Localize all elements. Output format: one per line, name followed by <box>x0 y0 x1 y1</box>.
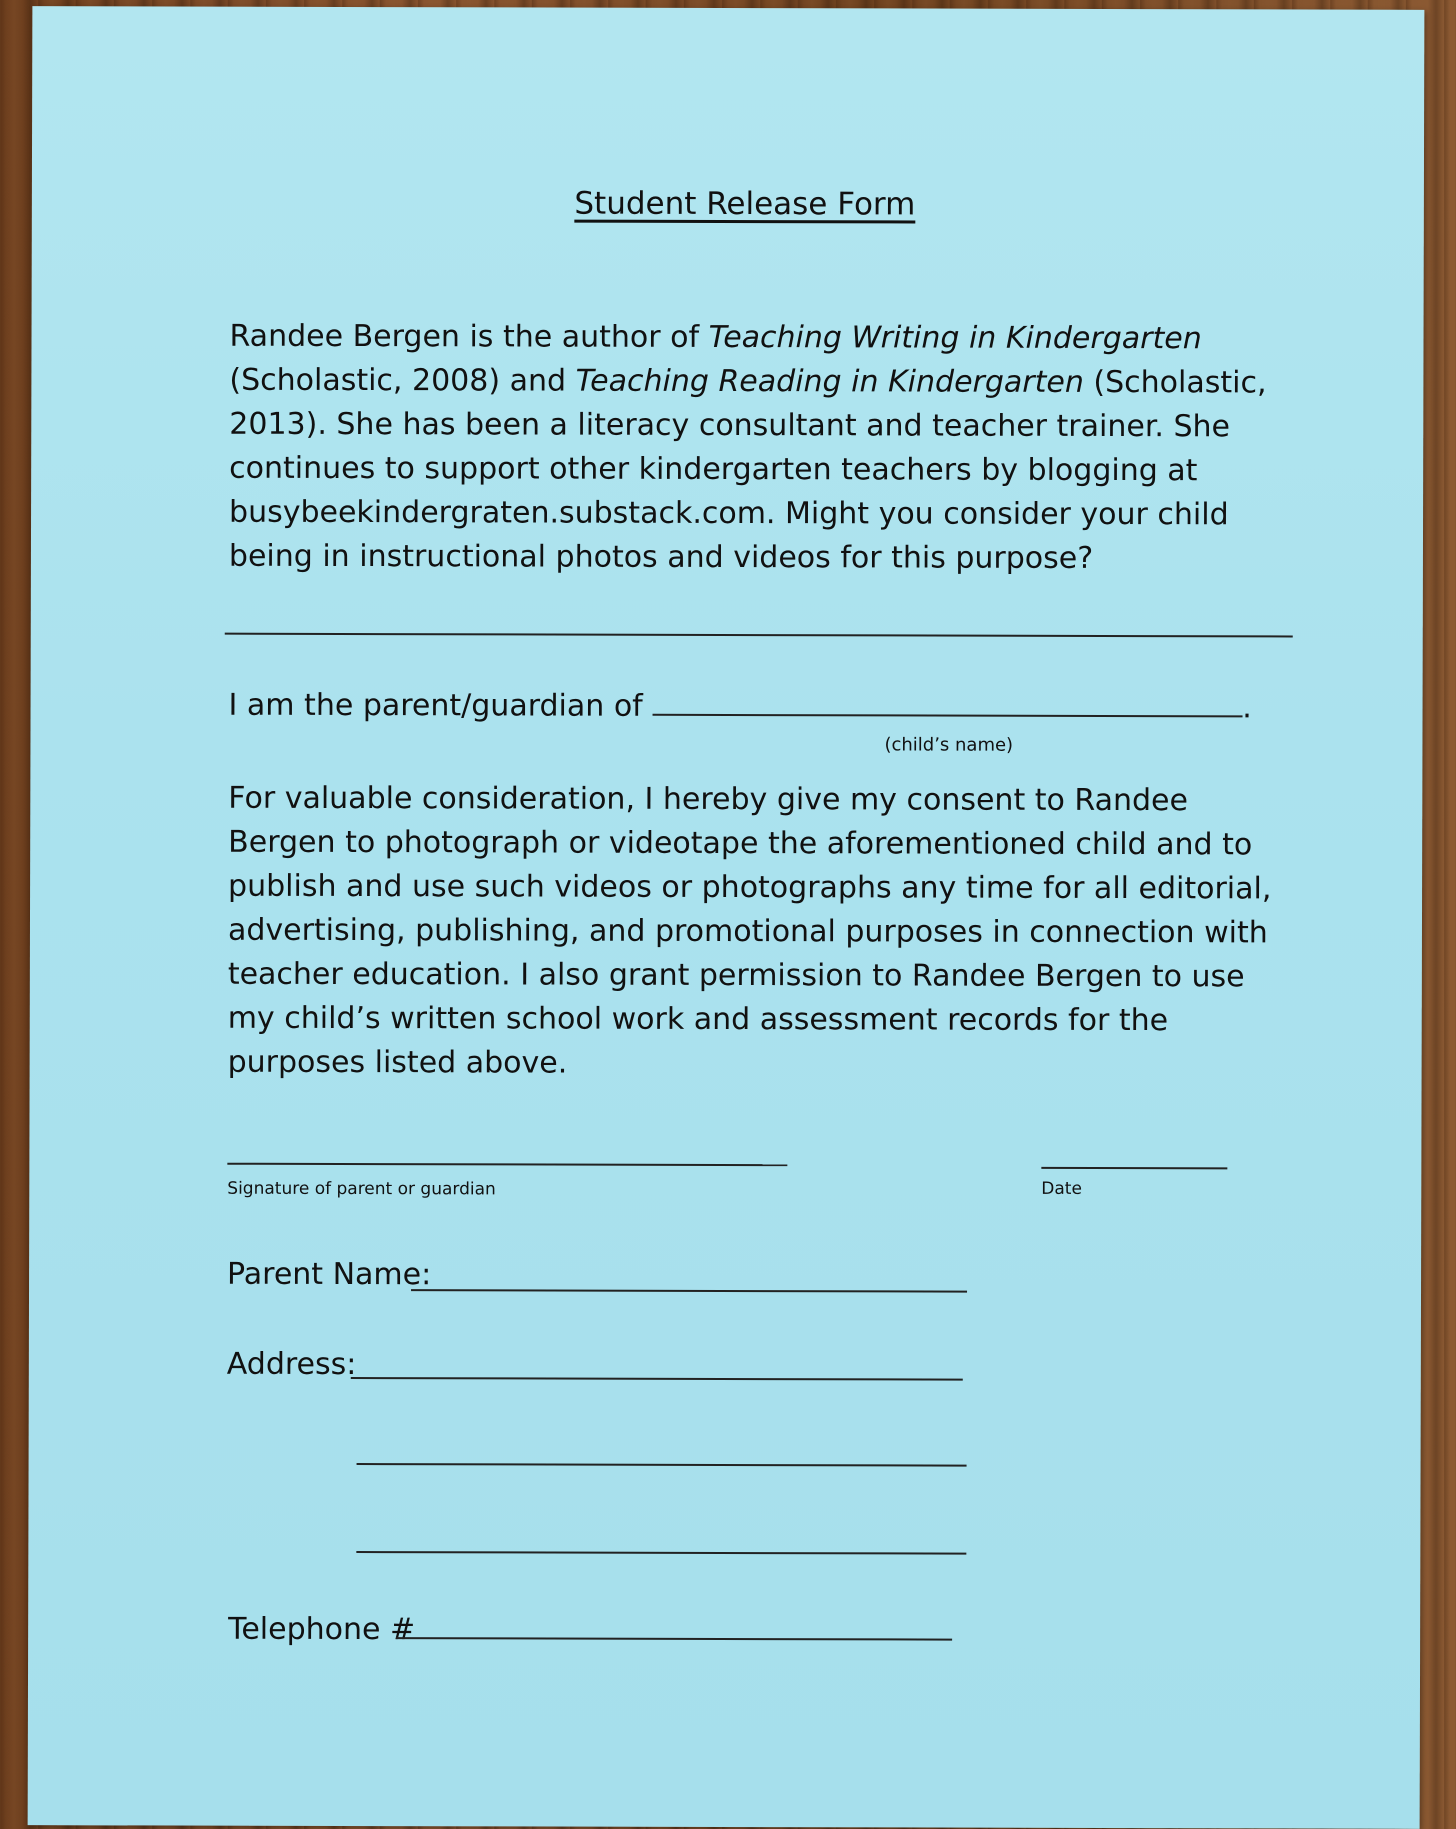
guardian-label: I am the parent/guardian of <box>228 687 643 724</box>
address-field-line-3[interactable] <box>356 1551 966 1555</box>
child-name-field[interactable] <box>652 686 1242 718</box>
book-title-writing: Teaching Writing in Kindergarten <box>708 319 1202 357</box>
signature-label: Signature of parent or guardian <box>227 1178 496 1200</box>
paper-sheet <box>28 6 1425 1829</box>
form-title: Student Release Form <box>574 185 916 223</box>
signature-field[interactable] <box>227 1163 787 1166</box>
telephone-field[interactable] <box>396 1637 952 1640</box>
section-divider <box>225 633 1293 638</box>
intro-paragraph <box>229 315 1300 582</box>
parent-name-label: Parent Name: <box>227 1256 432 1293</box>
child-name-hint: (child’s name) <box>884 734 1014 756</box>
guardian-period: . <box>1242 690 1252 726</box>
address-field-line-1[interactable] <box>351 1377 963 1381</box>
book-title-reading: Teaching Reading in Kindergarten <box>575 363 1084 400</box>
address-label: Address: <box>226 1346 357 1383</box>
form-content <box>200 7 1290 1648</box>
intro-text-1: Randee Bergen is the author of <box>229 318 709 355</box>
consent-paragraph: For valuable consideration, I hereby give my consent to Randee Bergen to photograph or videotape the aforementioned child and to publish and use such videos or photographs any time for all editorial, advertising, publishing, and promotional purposes in connection with teacher education. I also grant permission to Randee Bergen to use my child’s written school work and assessment records for the purposes listed above. <box>227 780 1272 1081</box>
address-field-line-2[interactable] <box>357 1463 967 1467</box>
parent-name-field[interactable] <box>411 1289 967 1292</box>
intro-text-3: (Scholastic, 2013). She has been a literacy consultant and teacher trainer. She continues to support other kindergarten teachers by blogging at busybeekindergraten.substack.com. Might you consider your child being in instructional photos and videos for this purpose? <box>228 364 1267 576</box>
intro-text-2: (Scholastic, 2008) and <box>229 362 576 399</box>
date-field[interactable] <box>1041 1167 1227 1169</box>
date-label: Date <box>1041 1178 1082 1199</box>
guardian-line <box>229 685 1252 726</box>
telephone-label: Telephone # <box>228 1611 416 1648</box>
